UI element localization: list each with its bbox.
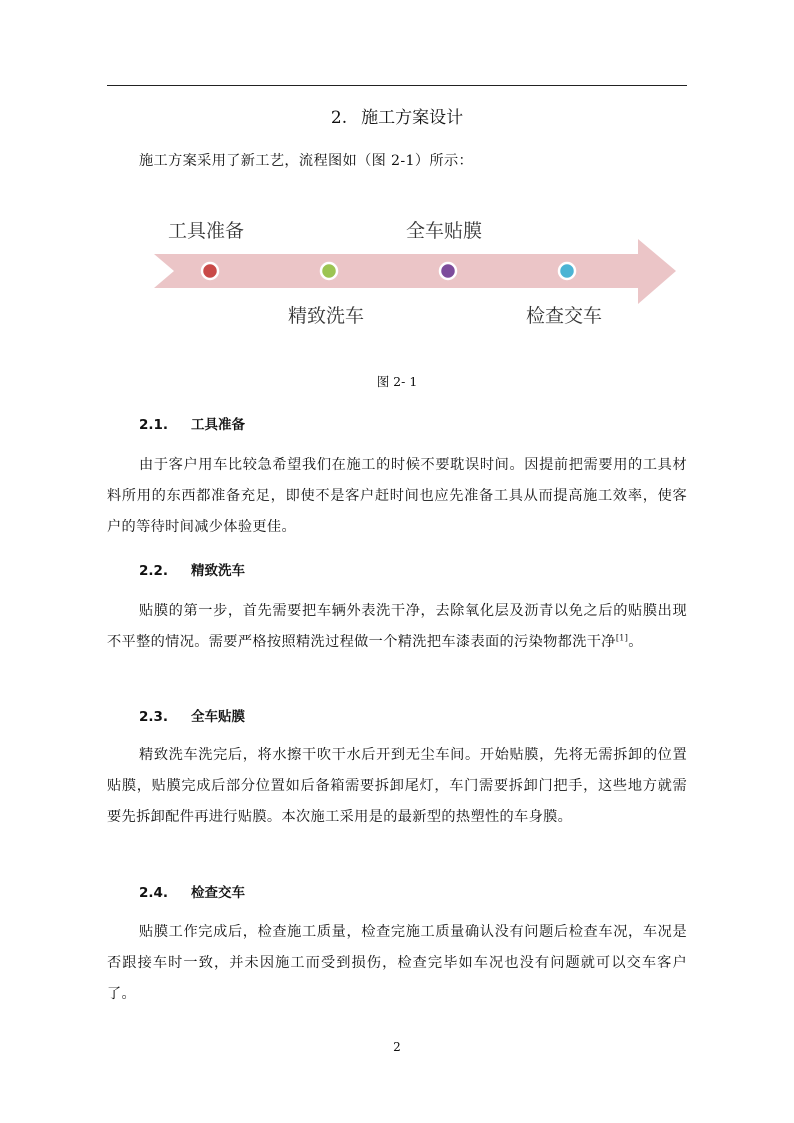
step-dot-3 (440, 263, 456, 279)
section-title-text: 施工方案设计 (361, 108, 464, 128)
subsection-number: 2.4. (139, 885, 169, 901)
step-dot-1 (202, 263, 218, 279)
subsection-heading (139, 413, 245, 433)
subsection-heading (139, 881, 245, 901)
subsection-number: 2.2. (139, 563, 169, 579)
subsection-number: 2.3. (139, 709, 169, 725)
page-number: 2 (393, 1040, 401, 1054)
step-dot-4 (559, 263, 575, 279)
section-number: 2. (330, 108, 348, 128)
subsection-number: 2.1. (139, 417, 169, 433)
step-label-full-wrap: 全车贴膜 (406, 220, 483, 242)
paragraph-text: 贴膜的第一步，首先需要把车辆外表洗干净，去除氧化层及沥青以免之后的贴膜出现不平整的情况。需要严格按照精洗过程做一个精洗把车漆表面的污染物都洗干净 (107, 603, 687, 650)
process-flow-figure (150, 212, 680, 332)
subsection-paragraph (107, 596, 687, 658)
step-label-tool-prep: 工具准备 (168, 220, 245, 242)
flow-arrow (154, 239, 676, 304)
section-title (0, 103, 794, 128)
subsection-paragraph: 由于客户用车比较急希望我们在施工的时候不要耽误时间。因提前把需要用的工具材料所用的东西都准备充足，即使不是客户赶时间也应先准备工具从而提高施工效率，使客户的等待时间减少体验更佳。 (107, 457, 687, 535)
paragraph-text-end: 。 (628, 634, 643, 650)
step-label-inspection: 检查交车 (526, 305, 603, 327)
subsection-heading (139, 705, 245, 725)
subsection-title: 精致洗车 (191, 563, 245, 579)
subsection-title: 全车贴膜 (191, 709, 245, 725)
subsection-heading (139, 559, 245, 579)
step-dot-2 (321, 263, 337, 279)
intro-paragraph: 施工方案采用了新工艺，流程图如（图 2-1）所示： (139, 153, 474, 169)
subsection-title: 工具准备 (191, 417, 245, 433)
figure-caption: 图 2- 1 (376, 374, 418, 389)
step-label-car-wash: 精致洗车 (288, 305, 365, 327)
citation-link[interactable]: [1] (615, 633, 629, 643)
subsection-paragraph: 贴膜工作完成后，检查施工质量，检查完施工质量确认没有问题后检查车况，车况是否跟接车时一致，并未因施工而受到损伤，检查完毕如车况也没有问题就可以交车客户了。 (107, 924, 687, 1002)
subsection-title: 检查交车 (191, 885, 245, 901)
subsection-paragraph: 精致洗车洗完后，将水擦干吹干水后开到无尘车间。开始贴膜，先将无需拆卸的位置贴膜，贴膜完成后部分位置如后备箱需要拆卸尾灯，车门需要拆卸门把手，这些地方就需要先拆卸配件再进行贴膜。本次施工采用是的最新型的热塑性的车身膜。 (107, 747, 687, 825)
header-rule (107, 85, 687, 86)
